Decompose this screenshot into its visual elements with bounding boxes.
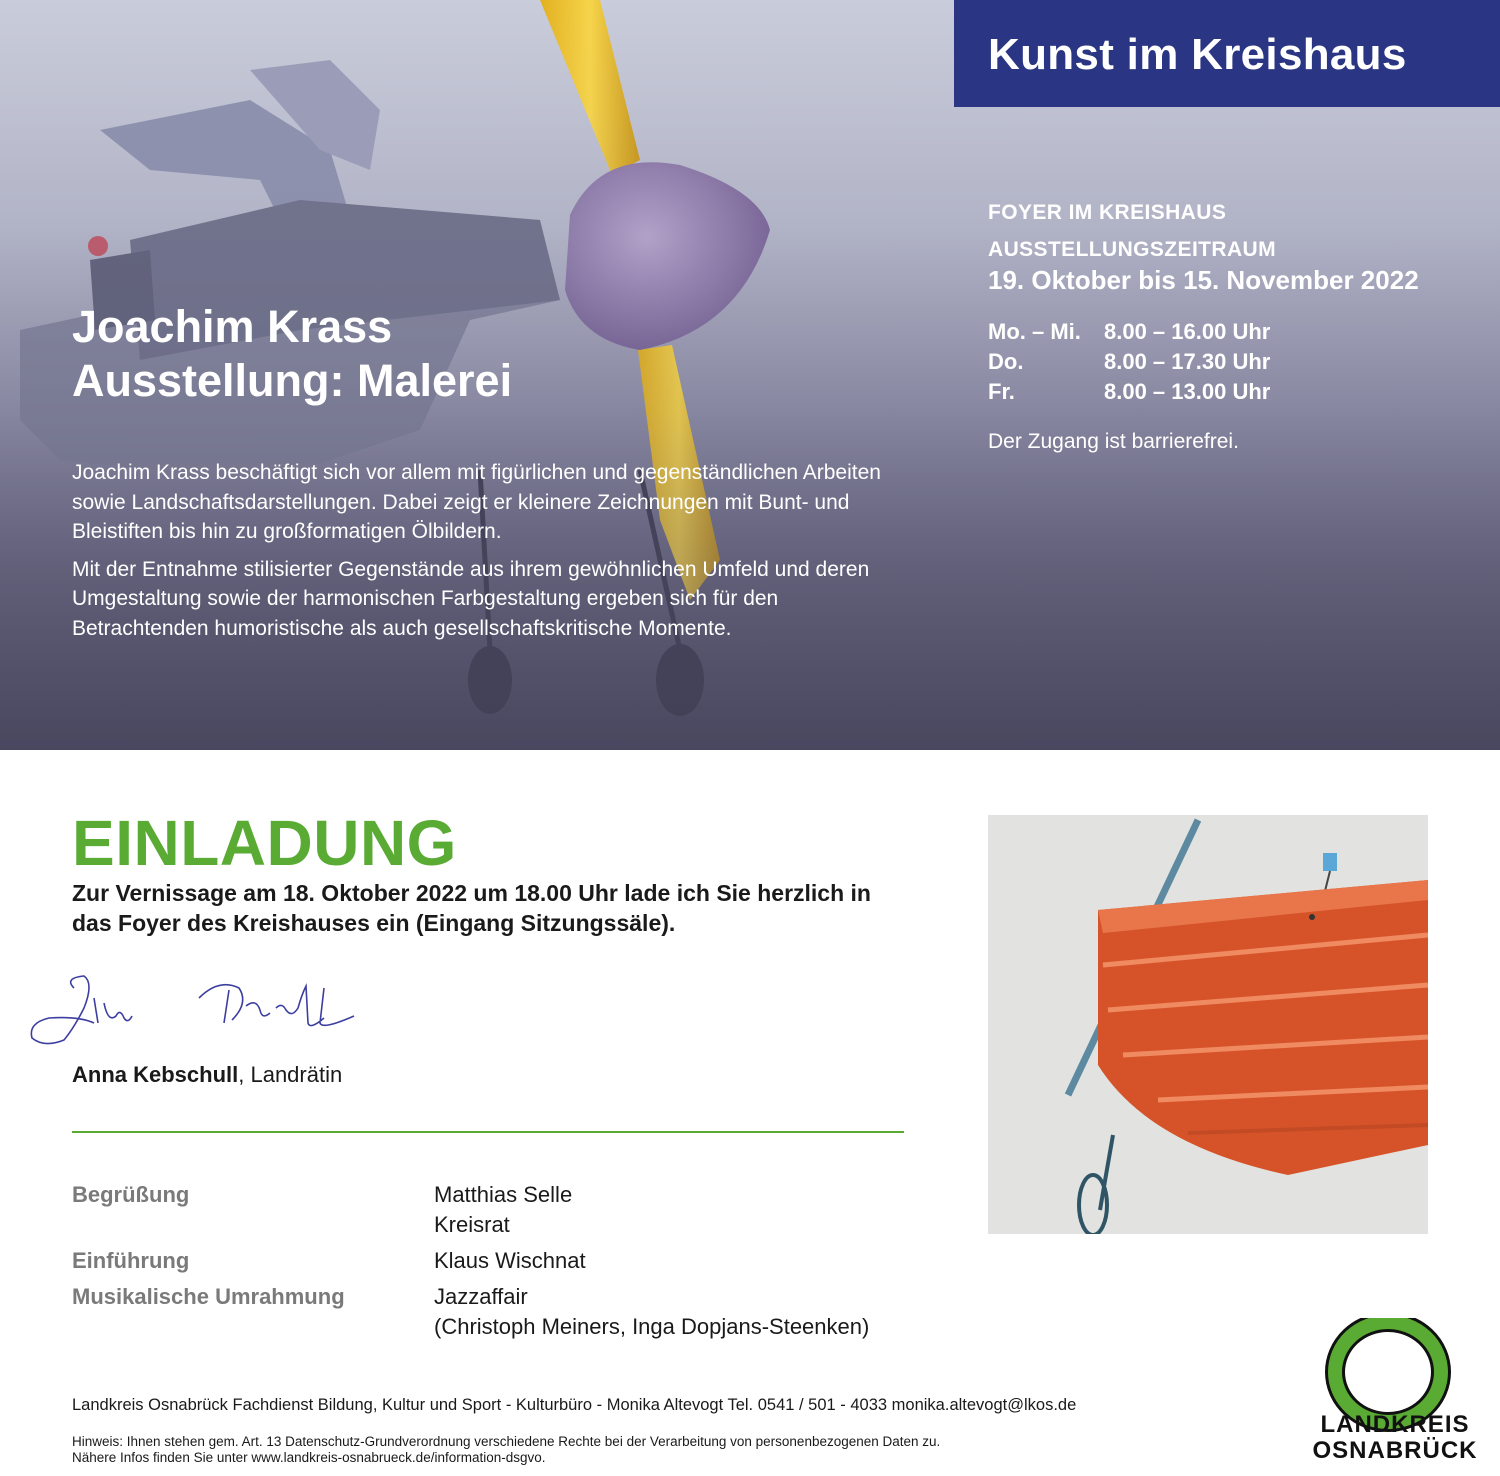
hours-time: 8.00 – 17.30 Uhr — [1104, 349, 1271, 374]
exhibition-info — [988, 200, 1488, 455]
program-value-line: Kreisrat — [434, 1212, 510, 1237]
hours-day: Fr. — [988, 379, 1015, 404]
footer-note-line: Hinweis: Ihnen stehen gem. Art. 13 Datenschutz-Grundverordnung verschiedene Rechte bei der Verarbeitung von personenbezogenen Daten zu. — [72, 1434, 941, 1449]
signer-role: , Landrätin — [238, 1062, 343, 1087]
banner — [954, 0, 1500, 107]
description-paragraph: Mit der Entnahme stilisierter Gegenstände aus ihrem gewöhnlichen Umfeld und deren Umgestaltung sowie der harmonischen Farbgestaltung ergeben sich für den Betrachtenden humoristische als auch gesellschaftskritische Momente. — [72, 557, 870, 640]
period-dates: 19. Oktober bis 15. November 2022 — [988, 265, 1419, 295]
program-label: Begrüßung — [72, 1182, 190, 1207]
program-row — [72, 1246, 869, 1276]
exhibition-subtitle: Ausstellung: Malerei — [72, 355, 513, 406]
program-value — [434, 1282, 869, 1342]
hours-row — [988, 347, 1488, 377]
signer-name: Anna Kebschull — [72, 1062, 239, 1087]
hours-row — [988, 317, 1488, 347]
signer — [72, 1062, 342, 1088]
logo-line: LANDKREIS — [1320, 1411, 1470, 1438]
program-value — [434, 1246, 586, 1276]
invitation-text-mid: um — [467, 880, 515, 906]
opening-hours — [988, 317, 1488, 407]
program-value-line: (Christoph Meiners, Inga Dopjans-Steenken) — [434, 1314, 870, 1339]
divider — [72, 1131, 904, 1133]
program-row — [72, 1282, 869, 1342]
landkreis-logo — [1300, 1318, 1490, 1468]
footer-note-line: Nähere Infos finden Sie unter www.landkreis-osnabrueck.de/information-dsgvo. — [72, 1450, 546, 1465]
boat-painting — [988, 815, 1428, 1234]
venue: FOYER IM KREISHAUS — [988, 201, 1227, 224]
access-note: Der Zugang ist barrierefrei. — [988, 430, 1239, 453]
hero-title — [72, 300, 512, 408]
program-row — [72, 1180, 869, 1240]
program-value — [434, 1180, 572, 1240]
program-label: Musikalische Umrahmung — [72, 1284, 345, 1309]
hours-day: Mo. – Mi. — [988, 319, 1081, 344]
signature-image — [24, 968, 364, 1063]
program-value-line: Klaus Wischnat — [434, 1248, 586, 1273]
program-value-line: Jazzaffair — [434, 1284, 528, 1309]
hero-description — [72, 458, 912, 651]
footer-contact: Landkreis Osnabrück Fachdienst Bildung, Kultur und Sport - Kulturbüro - Monika Altevogt Tel. 0541 / 501 - 4033 monika.altevogt@lkos.de — [72, 1396, 1077, 1414]
artist-name: Joachim Krass — [72, 301, 393, 352]
hours-day: Do. — [988, 349, 1024, 374]
description-paragraph: Joachim Krass beschäftigt sich vor allem mit figürlichen und gegenständlichen Arbeiten sowie Landschaftsdarstellungen. Dabei zeigt er kleinere Zeichnungen mit Bunt- und Bleistiften bis hin zu großformatigen Ölbildern. — [72, 461, 881, 543]
vernissage-date: 18. Oktober 2022 — [282, 880, 468, 906]
hours-time: 8.00 – 13.00 Uhr — [1104, 379, 1271, 404]
footer-note — [72, 1434, 1172, 1466]
logo-line: OSNABRÜCK — [1312, 1437, 1478, 1464]
vernissage-time: 18.00 Uhr — [514, 880, 618, 906]
program-list — [72, 1180, 869, 1348]
program-label: Einführung — [72, 1248, 190, 1273]
banner-title: Kunst im Kreishaus — [988, 30, 1407, 79]
hours-time: 8.00 – 16.00 Uhr — [1104, 319, 1271, 344]
program-value-line: Matthias Selle — [434, 1182, 573, 1207]
invitation-text-prefix: Zur Vernissage am — [72, 880, 283, 906]
invitation-title: EINLADUNG — [72, 807, 457, 879]
invitation-text-suffix: lade ich Sie herzlich in das Foyer des Kreishauses ein (Eingang Sitzungssäle). — [72, 880, 871, 936]
period-label: AUSSTELLUNGSZEITRAUM — [988, 238, 1276, 261]
invitation-text — [72, 878, 892, 938]
hours-row — [988, 377, 1488, 407]
